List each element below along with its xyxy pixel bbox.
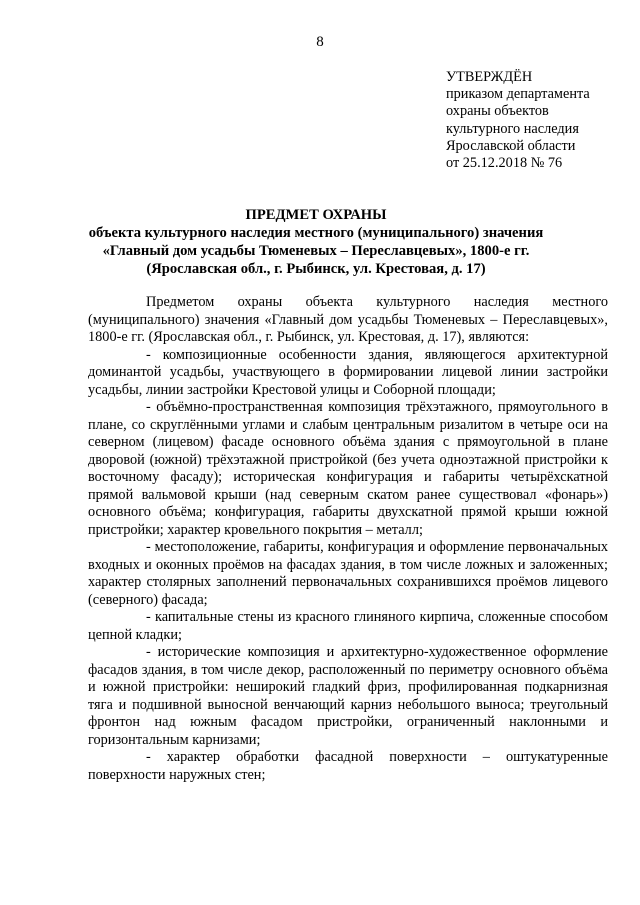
document-title — [88, 206, 544, 278]
list-item: - местоположение, габариты, конфигурация и оформление первоначальных входных и оконных проёмов на фасадах здания, в том числе ложных и заложенных; характер столярных заполнений первоначальных сохранившихся проёмов лицевого (северного) фасада; — [88, 539, 608, 608]
list-item: - объёмно-пространственная композиция трёхэтажного, прямоугольного в плане, со скруглёнными углами и слабым центральным ризалитом в четыре оси на северном (лицевом) фасаде основного объёма здания с прямоугольной в плане дворовой (южной) трёхэтажной пристройкой (без учета одноэтажной пристройки к восточному фасаду); историческая конфигурация и габариты четырёхскатной прямой вальмовой крыши (над северным скатом ранее существовал «фонарь») основного объёма; конфигурация, габариты двухскатной прямой крыши южной пристройки; характер кровельного покрытия – металл; — [88, 399, 608, 538]
document-body — [88, 294, 608, 784]
page-number: 8 — [316, 34, 324, 50]
approval-line: приказом департамента — [446, 86, 590, 103]
approval-line: охраны объектов — [446, 103, 549, 120]
title-heading: ПРЕДМЕТ ОХРАНЫ — [245, 207, 387, 223]
approval-line: УТВЕРЖДЁН — [446, 69, 533, 85]
title-line: «Главный дом усадьбы Тюменевых – Переславцевых», 1800-е гг. — [102, 243, 530, 259]
approval-line: культурного наследия — [446, 120, 579, 137]
list-item: - капитальные стены из красного глиняного кирпича, сложенные способом цепной кладки; — [88, 609, 608, 643]
list-item: - характер обработки фасадной поверхности – оштукатуренные поверхности наружных стен; — [88, 749, 608, 783]
title-line: (Ярославская обл., г. Рыбинск, ул. Крестовая, д. 17) — [146, 261, 486, 277]
list-item: - исторические композиция и архитектурно-художественное оформление фасадов здания, в том числе декор, расположенный по периметру основного объёма и южной пристройки: неширокий гладкий фриз, профилированная подкарнизная тяга и подшивной выносной венчающий карниз небольшого выноса; треугольный фронтон над южным фасадом пристройки, ограниченный наклонными и горизонтальным карнизами; — [88, 644, 608, 748]
list-item: - композиционные особенности здания, являющегося архитектурной доминантой усадьбы, участвующего в формировании лицевой линии застройки усадьбы, линии застройки Крестовой улицы и Соборной площади; — [88, 346, 608, 398]
title-line: объекта культурного наследия местного (муниципального) значения — [88, 225, 544, 241]
approval-line: от 25.12.2018 № 76 — [446, 155, 563, 172]
intro-paragraph: Предметом охраны объекта культурного наследия местного (муниципального) значения «Главный дом усадьбы Тюменевых – Переславцевых», 1800-е гг. (Ярославская обл., г. Рыбинск, ул. Крестовая, д. 17), являются: — [88, 294, 608, 345]
approval-stamp — [446, 69, 590, 172]
approval-line: Ярославской области — [446, 137, 576, 154]
